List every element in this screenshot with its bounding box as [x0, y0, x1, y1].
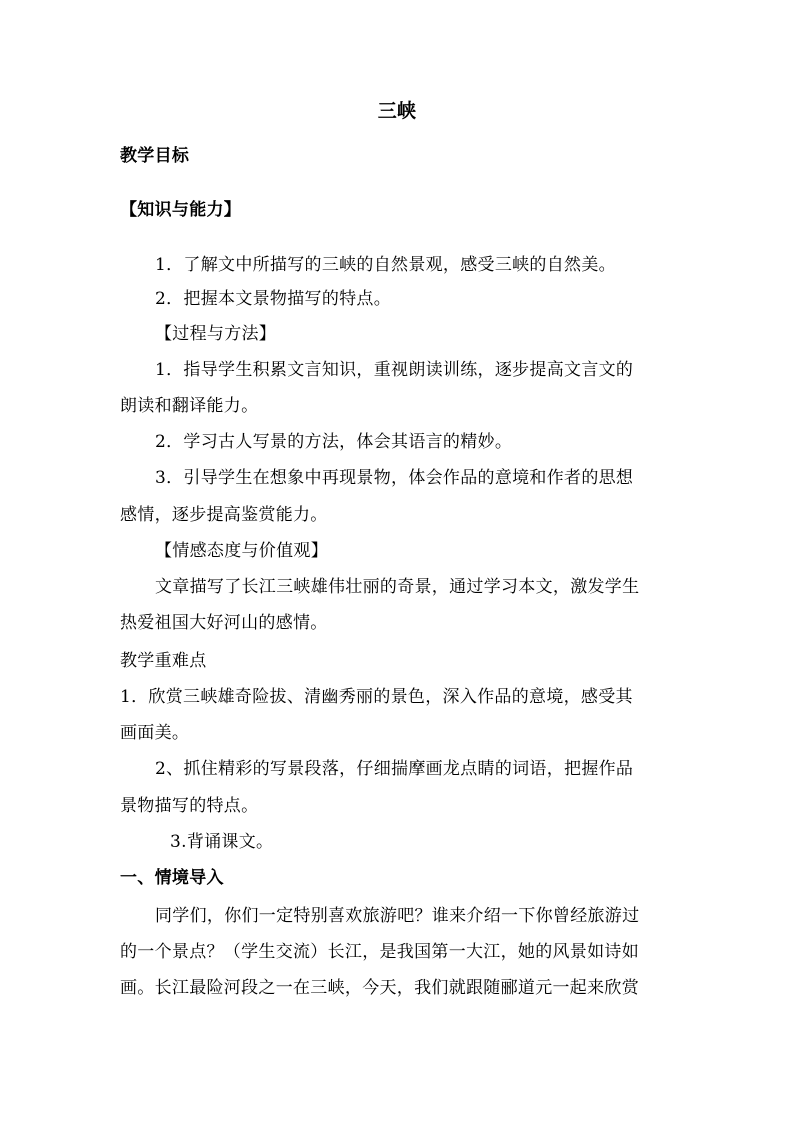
intro-line-1: 同学们，你们一定特别喜欢旅游吧？谁来介绍一下你曾经旅游过 — [155, 906, 640, 926]
process-item-2: 2．学习古人写景的方法，体会其语言的精妙。 — [155, 432, 513, 452]
key-point-1-line-1: 1．欣赏三峡雄奇险拔、清幽秀丽的景色，深入作品的意境，感受其 — [120, 687, 633, 707]
document-title: 三峡 — [377, 100, 417, 122]
intro-line-3: 画。长江最险河段之一在三峡，今天，我们就跟随郦道元一起来欣赏 — [120, 978, 639, 998]
knowledge-item-1: 1．了解文中所描写的三峡的自然景观，感受三峡的自然美。 — [155, 255, 616, 275]
key-point-2-line-2: 景物描写的特点。 — [120, 796, 259, 816]
section-1-heading: 一、情境导入 — [120, 868, 224, 888]
emotion-text-line-2: 热爱祖国大好河山的感情。 — [120, 613, 328, 633]
process-method-heading: 【过程与方法】 — [155, 324, 277, 344]
process-item-1-line-2: 朗读和翻译能力。 — [120, 396, 259, 416]
key-point-3: 3.背诵课文。 — [170, 832, 274, 852]
teaching-goals-heading: 教学目标 — [120, 146, 190, 166]
emotion-text-line-1: 文章描写了长江三峡雄伟壮丽的奇景，通过学习本文，激发学生 — [155, 577, 640, 597]
intro-line-2: 的一个景点？（学生交流）长江，是我国第一大江，她的风景如诗如 — [120, 942, 639, 962]
key-points-heading: 教学重难点 — [120, 651, 207, 671]
process-item-3-line-2: 感情，逐步提高鉴赏能力。 — [120, 505, 328, 525]
process-item-3-line-1: 3．引导学生在想象中再现景物，体会作品的意境和作者的思想 — [155, 468, 634, 488]
emotion-values-heading: 【情感态度与价值观】 — [155, 541, 328, 561]
process-item-1-line-1: 1．指导学生积累文言知识，重视朗读训练，逐步提高文言文的 — [155, 360, 634, 380]
knowledge-item-2: 2．把握本文景物描写的特点。 — [155, 289, 392, 309]
knowledge-ability-heading: 【知识与能力】 — [120, 200, 242, 220]
key-point-2-line-1: 2、抓住精彩的写景段落，仔细揣摩画龙点睛的词语，把握作品 — [155, 759, 634, 779]
key-point-1-line-2: 画面美。 — [120, 723, 190, 743]
